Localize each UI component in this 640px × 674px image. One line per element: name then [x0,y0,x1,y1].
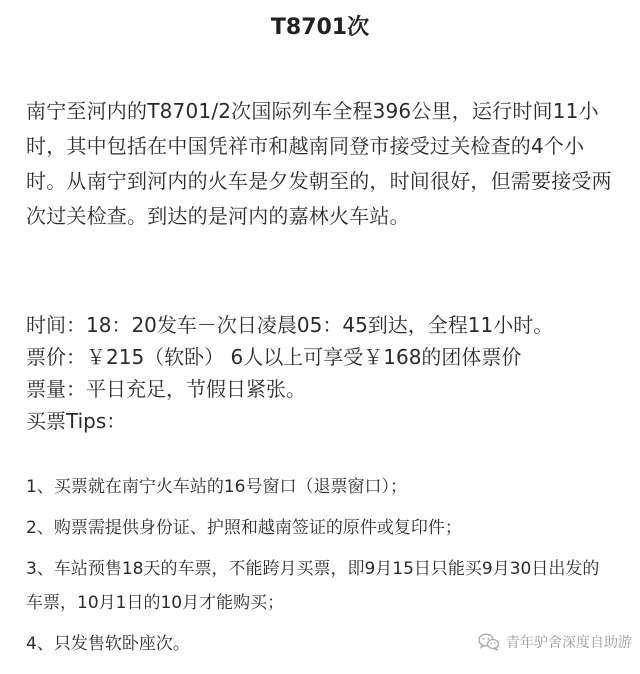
tips-heading: 买票Tips： [26,409,127,433]
quantity-line: 票量：平日充足，节假日紧张。 [26,377,306,401]
info-section [26,309,626,437]
watermark-text: 青年驴舍深度自助游 [506,635,632,651]
wechat-icon [478,633,500,651]
page-title: T8701次 [270,15,370,40]
tip-item: 2、购票需提供身份证、护照和越南签证的原件或复印件； [26,518,462,538]
time-line: 时间：18：20发车－次日凌晨05：45到达，全程11小时。 [26,313,554,337]
tip-item: 3、车站预售18天的车票，不能跨月买票，即9月15日只能买9月30日出发的车票，10月1日的10月才能购买； [26,559,600,613]
tip-item: 1、买票就在南宁火车站的16号窗口（退票窗口）； [26,477,407,497]
watermark [478,632,632,652]
price-line: 票价：￥215（软卧） 6人以上可享受￥168的团体票价 [26,345,522,369]
tip-item: 4、只发售软卧座次。 [26,634,190,654]
intro-paragraph: 南宁至河内的T8701/2次国际列车全程396公里，运行时间11小时，其中包括在中国凭祥市和越南同登市接受过关检查的4个小时。从南宁到河内的火车是夕发朝至的，时间很好，但需要接受两次过关检查。到达的是河内的嘉林火车站。 [26,99,612,228]
